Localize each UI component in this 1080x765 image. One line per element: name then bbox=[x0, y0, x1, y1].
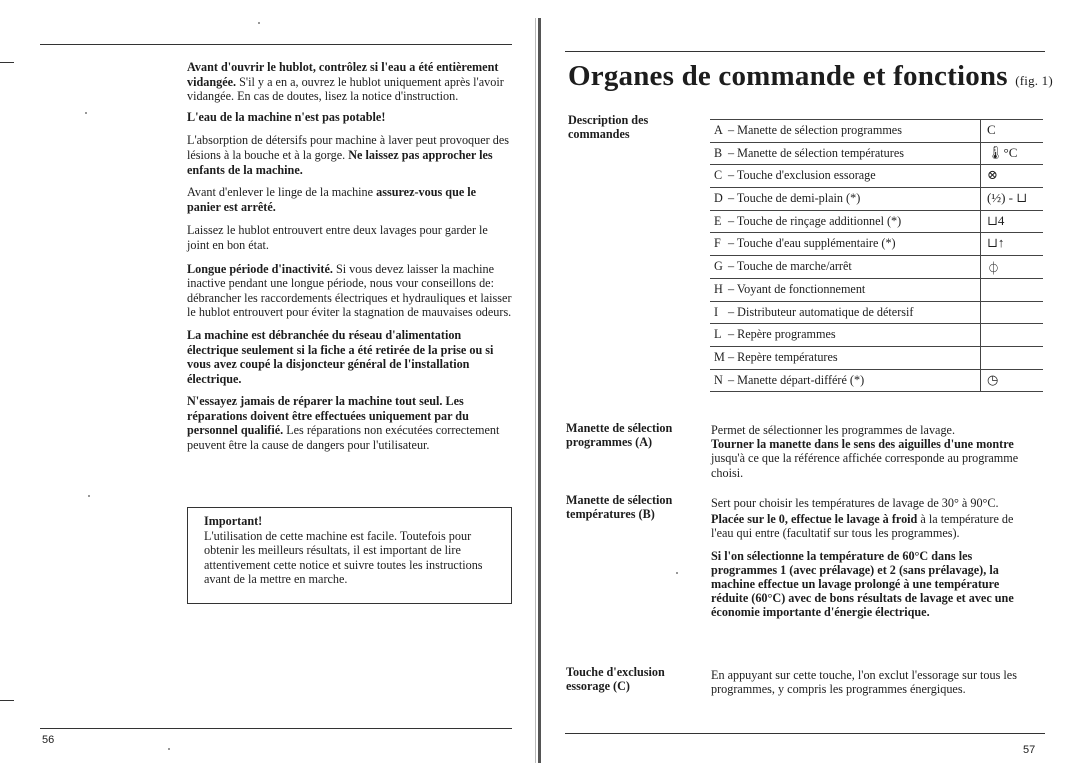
right-top-rule bbox=[565, 51, 1045, 52]
paragraph-detergent-warning: L'absorption de détersifs pour machine à laver peut provoquer des lésions à la bouche et à la gorge. Ne laissez pas approcher les enfants de la machine. bbox=[187, 133, 510, 177]
command-letter: B bbox=[714, 145, 723, 160]
description-heading: Description des commandes bbox=[568, 113, 649, 141]
symbol-cell bbox=[980, 211, 1044, 233]
command-label: Manette de sélection températures bbox=[737, 145, 904, 160]
command-label: Touche de marche/arrêt bbox=[736, 259, 852, 274]
page-title: Organes de commande et fonctions (fig. 1) bbox=[568, 60, 1053, 92]
command-label: Repère températures bbox=[737, 349, 838, 364]
command-letter: H bbox=[714, 281, 723, 296]
left-bottom-rule bbox=[40, 728, 512, 729]
command-row: E – Touche de rinçage additionnel (*) ⊔4 bbox=[710, 211, 1043, 234]
paragraph-repairs: N'essayez jamais de réparer la machine tout seul. Les réparations doivent être effectuées uniquement par du personnel qualifié. Les réparations non exécutées correctement peuvent être la cause de dangers pour l'utilisateur. bbox=[187, 394, 500, 453]
symbol-cell bbox=[980, 279, 1044, 301]
command-label: Touche d'eau supplémentaire (*) bbox=[736, 236, 896, 251]
command-label: Touche de demi-plain (*) bbox=[736, 191, 861, 206]
margin-mark-bottom bbox=[0, 700, 14, 701]
symbol-cell bbox=[980, 370, 1044, 392]
paragraph-not-drinkable: L'eau de la machine n'est pas potable! bbox=[187, 109, 386, 124]
spine-shadow bbox=[535, 18, 536, 763]
command-letter: D bbox=[714, 191, 723, 206]
margin-mark-top bbox=[0, 62, 14, 63]
command-label: Repère programmes bbox=[737, 327, 836, 342]
speck bbox=[168, 748, 170, 750]
paragraph-inactivity: Longue période d'inactivité. Si vous devez laisser la machine inactive pendant une longue période, nous vour conseillons de: débrancher les raccordements électriques et hydrauliques et laisser le hublot entrouvert pour éviter la stagnation de mauvaises odeurs. bbox=[187, 261, 512, 320]
command-letter: A bbox=[714, 123, 723, 137]
speck bbox=[85, 112, 87, 114]
command-label: Voyant de fonctionnement bbox=[736, 281, 866, 296]
paragraph-basket-stopped: Avant d'enlever le linge de la machine assurez-vous que le panier est arrêté. bbox=[187, 185, 477, 214]
important-box bbox=[187, 507, 512, 604]
command-letter: M bbox=[714, 349, 725, 364]
command-row: F – Touche d'eau supplémentaire (*) ⊔↑ bbox=[710, 233, 1043, 256]
command-row: H – Voyant de fonctionnement bbox=[710, 279, 1043, 302]
symbol-cell bbox=[980, 302, 1044, 324]
section-c-heading: Touche d'exclusion essorage (C) bbox=[566, 665, 665, 694]
command-letter: N bbox=[714, 372, 723, 387]
symbol-cell bbox=[980, 324, 1044, 346]
command-letter: C bbox=[714, 168, 723, 183]
command-label: Distributeur automatique de détersif bbox=[737, 304, 914, 319]
right-page-number: 57 bbox=[1023, 744, 1036, 756]
paragraph-open-door: Avant d'ouvrir le hublot, contrôlez si l'eau a été entièrement vidangée. S'il y a en a, ouvrez le hublot uniquement après l'avoir vidangée. En cas de doutes, lisez la notice d'instruction. bbox=[187, 60, 504, 104]
command-row: I – Distributeur automatique de détersif bbox=[710, 302, 1043, 325]
command-letter: E bbox=[714, 213, 722, 228]
command-symbol-icon: ◷ bbox=[987, 371, 999, 387]
command-label: Manette départ-différé (*) bbox=[737, 372, 865, 387]
symbol-cell bbox=[980, 143, 1044, 165]
command-row: D – Touche de demi-plain (*) (½) - ⊔ bbox=[710, 188, 1043, 211]
book-spine bbox=[538, 18, 541, 763]
command-row: A – Manette de sélection programmes C bbox=[710, 119, 1043, 143]
command-label: Touche de rinçage additionnel (*) bbox=[736, 213, 902, 228]
command-letter: L bbox=[714, 327, 722, 342]
command-symbol-icon: 🌡°C bbox=[987, 144, 1018, 160]
command-symbol-icon: (½) - ⊔ bbox=[987, 190, 1028, 206]
command-symbol-icon: C bbox=[987, 122, 996, 137]
command-symbol-icon: ⏀ bbox=[987, 261, 1001, 277]
command-row: C – Touche d'exclusion essorage ⊗ bbox=[710, 165, 1043, 188]
speck bbox=[676, 572, 678, 574]
section-a-heading: Manette de sélection programmes (A) bbox=[566, 421, 673, 450]
command-letter: I bbox=[714, 304, 719, 319]
command-letter: F bbox=[714, 236, 721, 251]
speck bbox=[258, 22, 260, 24]
symbol-cell bbox=[980, 188, 1044, 210]
symbol-cell bbox=[980, 120, 1044, 142]
section-b-body: Sert pour choisir les températures de lavage de 30° à 90°C. Placée sur le 0, effectue le lavage à froid à la température de l'eau qui entre (facultatif sur tous les programmes). Si l'on sélectionne la température de 60°C dans les programmes 1 (avec prélavage) et 2 (sans prélavage), la machine effectue un lavage prolongé à une température réduite (60°C) avec de bons résultats de lavage et avec une économie importante d'énergie électrique. bbox=[711, 496, 1014, 620]
section-c-body: En appuyant sur cette touche, l'on exclut l'essorage sur tous les programmes, y compris les programmes énergiques. bbox=[711, 668, 1017, 697]
symbol-cell bbox=[980, 256, 1044, 278]
symbol-cell bbox=[980, 233, 1044, 255]
symbol-cell bbox=[980, 347, 1044, 369]
command-row: N – Manette départ-différé (*) ◷ bbox=[710, 370, 1043, 393]
left-top-rule bbox=[40, 44, 512, 45]
command-row: M – Repère températures bbox=[710, 347, 1043, 370]
figure-reference: (fig. 1) bbox=[1015, 73, 1053, 88]
section-b-heading: Manette de sélection températures (B) bbox=[566, 493, 673, 522]
left-column bbox=[187, 60, 512, 453]
symbol-cell bbox=[980, 165, 1044, 187]
left-page-number: 56 bbox=[42, 734, 55, 746]
command-row: L – Repère programmes bbox=[710, 324, 1043, 347]
important-title: Important! bbox=[204, 514, 263, 528]
paragraph-door-ajar: Laissez le hublot entrouvert entre deux lavages pour garder le joint en bon état. bbox=[187, 223, 488, 252]
right-bottom-rule bbox=[565, 733, 1045, 734]
speck bbox=[88, 495, 90, 497]
commands-table bbox=[710, 119, 1043, 392]
paragraph-disconnected: La machine est débranchée du réseau d'alimentation électrique seulement si la fiche a été retirée de la prise ou si vous avez coupé la disjoncteur général de l'installation électrique. bbox=[187, 327, 494, 386]
command-symbol-icon: ⊔4 bbox=[987, 212, 1005, 228]
command-letter: G bbox=[714, 259, 723, 274]
command-row: B – Manette de sélection températures 🌡°C bbox=[710, 143, 1043, 166]
command-symbol-icon: ⊗ bbox=[987, 167, 998, 183]
command-row: G – Touche de marche/arrêt ⏀ bbox=[710, 256, 1043, 279]
command-symbol-icon: ⊔↑ bbox=[987, 235, 1005, 251]
section-a-body: Permet de sélectionner les programmes de lavage. Tourner la manette dans le sens des aiguilles d'une montre jusqu'à ce que la référence affichée corresponde au programme choisi. bbox=[711, 423, 1019, 480]
command-label: Touche d'exclusion essorage bbox=[736, 168, 876, 183]
command-label: Manette de sélection programmes bbox=[737, 123, 902, 137]
important-text: L'utilisation de cette machine est facile. Toutefois pour obtenir les meilleurs résultats, il est important de lire attentivement cette notice et suivre toutes les instructions avant de la mettre en marche. bbox=[204, 528, 483, 587]
